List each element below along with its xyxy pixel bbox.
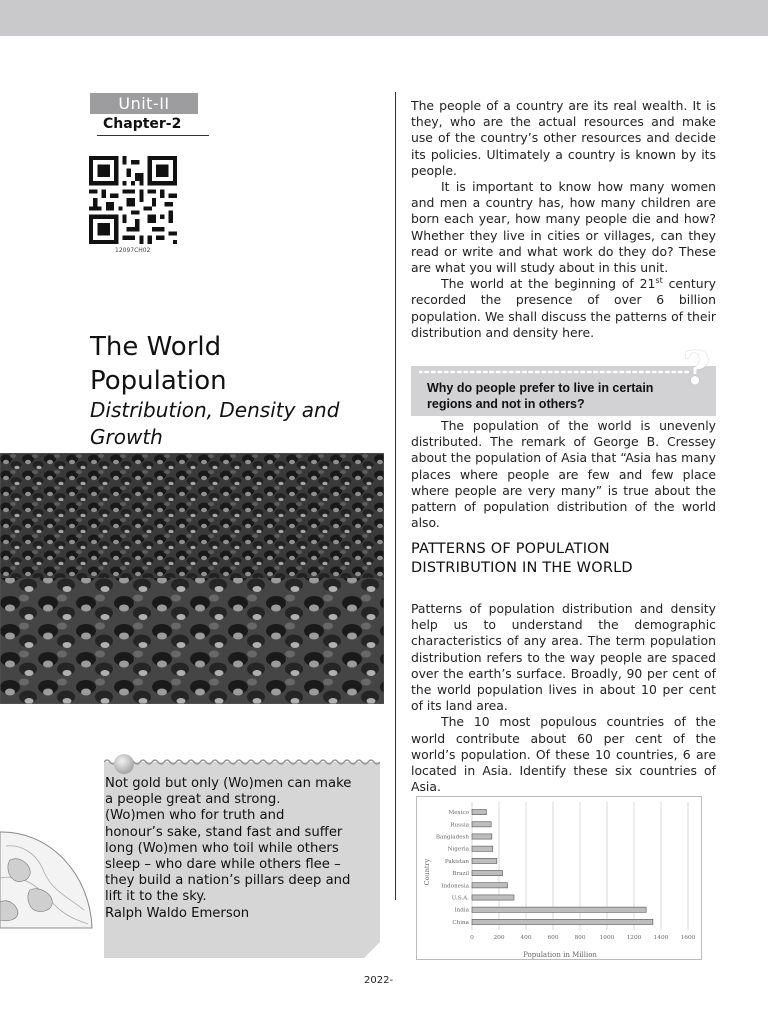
paragraph-end: century recorded the presence of over 6 billion population. We shall discuss the patterns of their distribution and density here. <box>411 276 716 340</box>
chart-x-tick-label: 200 <box>493 935 505 941</box>
title-line-2: Population <box>90 366 227 396</box>
cressey-text <box>411 418 716 531</box>
chart-x-tick-label: 1200 <box>626 935 642 941</box>
chart-category-label: U.S.A. <box>451 895 469 902</box>
chart-bar <box>472 846 493 851</box>
paragraph-start: The world at the beginning of 21 <box>441 276 656 292</box>
paragraph: It is important to know how many women and men a country has, how many children are born each year, how many people die and how? Whether they live in cities or villages, can they read or write and what work do they do? These are what you will study about in this unit. <box>411 179 716 276</box>
chart-x-tick-label: 1400 <box>653 935 669 941</box>
chart-x-tick-label: 800 <box>574 935 586 941</box>
quote-line: (Wo)men who for truth and <box>105 808 285 824</box>
paragraph: The 10 most populous countries of the world contribute about 60 per cent of the world’s population. Of these 10 countries, 6 are located in Asia. Identify these six countries of Asia. <box>411 714 716 795</box>
chart-category-label: Mexico <box>448 810 469 817</box>
title-line-1: The World <box>90 332 222 362</box>
chart-x-tick-label: 600 <box>547 935 559 941</box>
crowd-photo <box>0 453 384 704</box>
paragraph: The population of the world is unevenly distributed. The remark of George B. Cressey about the population of Asia that “Asia has many places where people are few and few place where people are very many” is true about the pattern of population distribution of the world also. <box>411 418 716 531</box>
chart-category-label: Russia <box>450 822 469 829</box>
intro-text <box>411 98 716 341</box>
chart-x-tick-label: 0 <box>470 935 474 941</box>
chart-y-axis-label: Country <box>423 858 431 886</box>
population-bar-chart <box>416 796 702 960</box>
chart-category-label: Bangladesh <box>435 834 469 841</box>
pin-icon <box>114 754 134 774</box>
quote-line: they build a nation’s pillars deep and <box>105 873 351 889</box>
quote-line: sleep – who dare while others flee – <box>105 857 341 873</box>
section-heading: PATTERNS OF POPULATION DISTRIBUTION IN THE WORLD <box>411 541 633 576</box>
chart-bar <box>472 858 497 863</box>
wavy-edge <box>104 758 380 766</box>
chapter-label: Chapter-2 <box>103 116 182 132</box>
chart-bar <box>472 834 492 839</box>
chart-x-axis-label: Population in Million <box>523 951 597 959</box>
footer-year: 2022- <box>364 975 394 986</box>
chart-bar <box>472 919 653 924</box>
page-title <box>90 330 227 398</box>
column-divider <box>395 92 396 900</box>
chart-bar <box>472 907 646 912</box>
chart-x-tick-label: 400 <box>520 935 532 941</box>
chart-bar <box>472 822 491 827</box>
paragraph: Patterns of population distribution and density help us to understand the demographic characteristics of any area. The term population distribution refers to the way people are spaced over the earth’s surface. Broadly, 90 per cent of the world population lives in about 10 per cent of its land area. <box>411 601 716 714</box>
quote-line: honour’s sake, stand fast and suffer <box>105 824 343 840</box>
chart-x-tick-label: 1600 <box>680 935 696 941</box>
chart-x-tick-label: 1000 <box>599 935 615 941</box>
paragraph <box>411 276 716 341</box>
paragraph: The people of a country are its real wealth. It is they, who are the actual resources and make use of the country’s other resources and decide its policies. Ultimately a country is known by its people. <box>411 98 716 178</box>
question-mark-icon: ? <box>683 341 710 395</box>
globe-map-icon <box>0 826 95 938</box>
chart-bar <box>472 895 514 900</box>
dotted-border <box>419 370 689 374</box>
quote-line: lift it to the sky. <box>105 889 207 905</box>
unit-badge: Unit-II <box>90 93 198 114</box>
chart-category-label: China <box>452 919 469 926</box>
quote-text <box>105 776 385 922</box>
chart-bar <box>472 871 503 876</box>
chart-category-label: India <box>454 907 469 914</box>
quote-line: a people great and strong. <box>105 792 281 808</box>
chart-category-label: Nigeria <box>447 846 469 853</box>
quote-line: Not gold but only (Wo)men can make <box>105 776 352 791</box>
superscript: st <box>655 276 663 286</box>
qr-code-id: 12097CH02 <box>115 247 151 254</box>
question-text: Why do people prefer to live in certain regions and not in others? <box>427 381 654 411</box>
chart-bar <box>472 883 508 888</box>
page-subtitle: Distribution, Density and Growth <box>90 398 340 449</box>
patterns-text <box>411 601 716 795</box>
chart-bar <box>472 810 486 815</box>
page-fold-corner <box>364 942 380 958</box>
quote-line: long (Wo)men who toil while others <box>105 840 339 856</box>
chart-category-label: Brazil <box>452 871 469 878</box>
quote-author: Ralph Waldo Emerson <box>105 905 250 921</box>
chapter-underline <box>97 135 209 136</box>
chart-category-label: Indonesia <box>441 883 469 890</box>
qr-code-icon[interactable] <box>89 156 177 244</box>
top-band <box>0 0 768 36</box>
chart-category-label: Pakistan <box>444 858 469 865</box>
